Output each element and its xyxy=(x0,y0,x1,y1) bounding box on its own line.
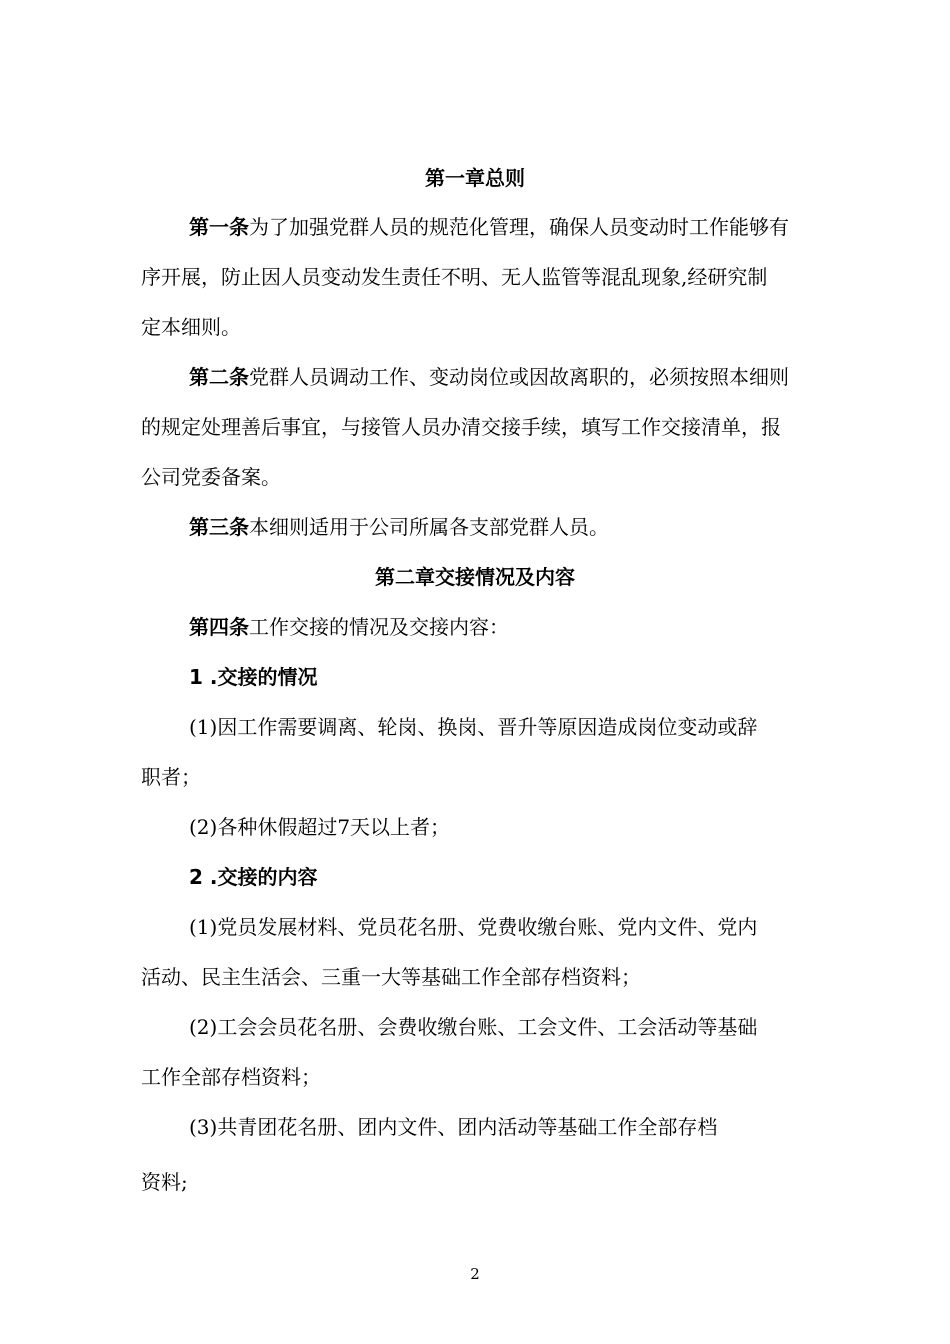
section-2-item-1-line-1: (1)党员发展材料、党员花名册、党费收缴台账、党内文件、党内 xyxy=(189,915,758,939)
section-1-title: 1 .交接的情况 xyxy=(189,665,318,689)
section-2-item-2-line-2: 工作全部存档资料； xyxy=(141,1065,321,1089)
article-2-line-3: 公司党委备案。 xyxy=(141,465,281,489)
section-2-item-2-line-1: (2)工会会员花名册、会费收缴台账、工会文件、工会活动等基础 xyxy=(189,1015,758,1039)
article-2-label: 第二条 xyxy=(189,365,249,389)
article-4-line-1 xyxy=(189,613,509,641)
section-2-item-3-line-1: (3)共青团花名册、团内文件、团内活动等基础工作全部存档 xyxy=(189,1115,718,1139)
article-3-text-1: 本细则适用于公司所属各支部党群人员。 xyxy=(249,515,609,539)
section-1-item-1-line-1: (1)因工作需要调离、轮岗、换岗、晋升等原因造成岗位变动或辞 xyxy=(189,715,758,739)
article-1-label: 第一条 xyxy=(189,215,249,239)
article-3-label: 第三条 xyxy=(189,515,249,539)
article-4-label: 第四条 xyxy=(189,615,249,639)
article-2-line-1 xyxy=(189,363,789,391)
article-1-text-1: 为了加强党群人员的规范化管理，确保人员变动时工作能够有 xyxy=(249,215,789,239)
article-1-line-2: 序开展，防止因人员变动发生责任不明、无人监管等混乱现象,经研究制 xyxy=(141,265,768,289)
chapter-1-heading: 第一章总则 xyxy=(425,166,525,190)
section-1-item-2: (2)各种休假超过7天以上者； xyxy=(189,815,451,839)
chapter-2-heading: 第二章交接情况及内容 xyxy=(375,565,575,589)
article-4-text-1: 工作交接的情况及交接内容： xyxy=(249,615,509,639)
article-2-line-2: 的规定处理善后事宜，与接管人员办清交接手续，填写工作交接清单，报 xyxy=(141,415,781,439)
page-number: 2 xyxy=(470,1265,480,1283)
section-2-item-1-line-2: 活动、民主生活会、三重一大等基础工作全部存档资料； xyxy=(141,965,641,989)
section-2-title: 2 .交接的内容 xyxy=(189,865,318,889)
article-2-text-1: 党群人员调动工作、变动岗位或因故离职的，必须按照本细则 xyxy=(249,365,789,389)
article-1-line-3: 定本细则。 xyxy=(141,315,241,339)
article-1-line-1 xyxy=(189,213,789,241)
section-2-item-3-line-2: 资料; xyxy=(141,1170,188,1194)
section-1-item-1-line-2: 职者； xyxy=(141,765,201,789)
article-3-line-1 xyxy=(189,513,609,541)
